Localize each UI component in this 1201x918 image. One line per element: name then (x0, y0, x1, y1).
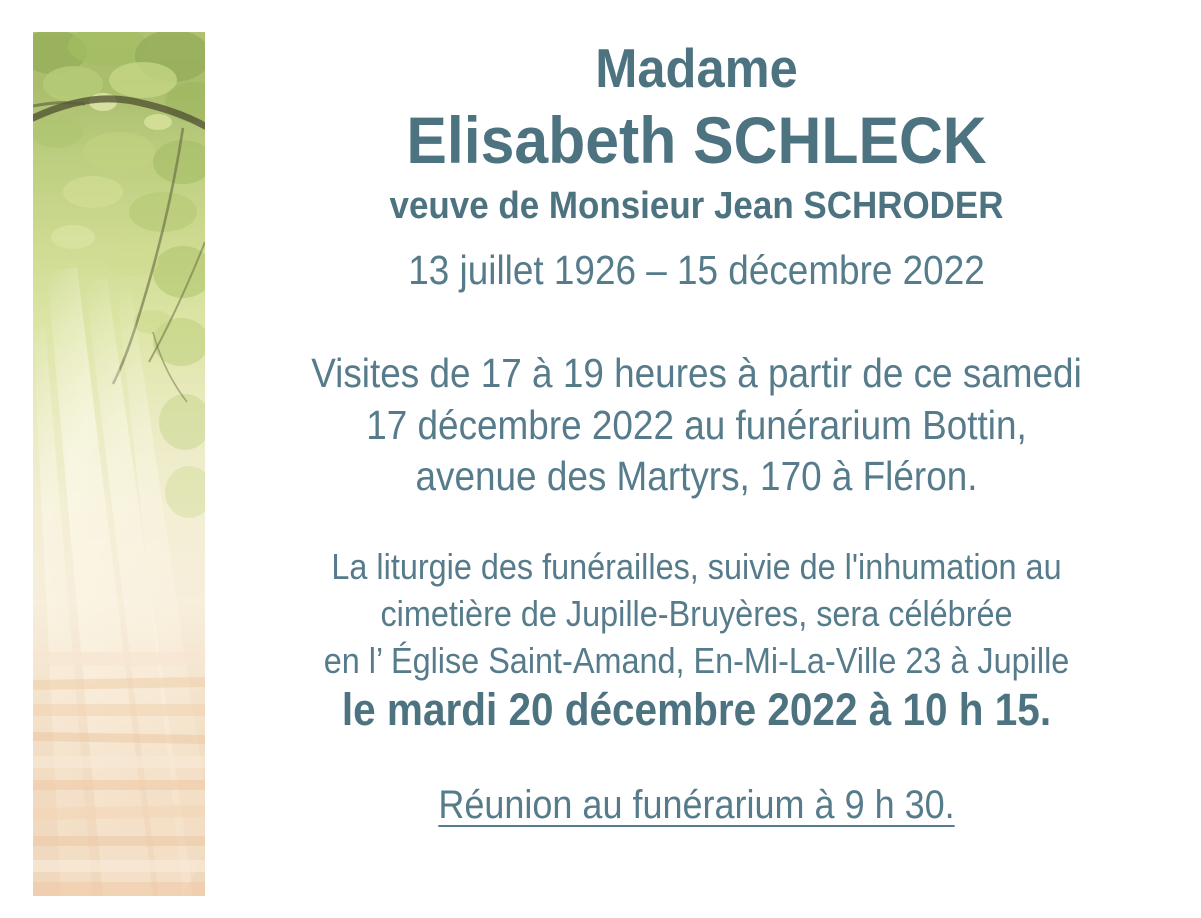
relation-line: veuve de Monsieur Jean SCHRODER (389, 184, 1004, 227)
visits-line-1: Visites de 17 à 19 heures à partir de ce samedi (311, 350, 1082, 397)
life-dates: 13 juillet 1926 – 15 décembre 2022 (408, 247, 985, 294)
forest-path-sunrays-photo (33, 32, 205, 896)
deceased-name: Elisabeth SCHLECK (406, 102, 987, 177)
visits-paragraph (192, 348, 1201, 502)
ceremony-line-1: La liturgie des funérailles, suivie de l'inhumation au (331, 546, 1062, 588)
meeting-line: Réunion au funérarium à 9 h 30. (438, 783, 955, 828)
title-prefix: Madame (595, 37, 798, 99)
notice-text-column (192, 0, 1201, 830)
ceremony-line-3: en l’ Église Saint-Amand, En-Mi-La-Ville 23 à Jupille (323, 639, 1070, 681)
ceremony-date-line: le mardi 20 décembre 2022 à 10 h 15. (341, 684, 1052, 736)
ceremony-paragraph (192, 544, 1201, 684)
visits-line-2: 17 décembre 2022 au funérarium Bottin, (366, 401, 1027, 448)
visits-line-3: avenue des Martyrs, 170 à Fléron. (415, 452, 978, 499)
ceremony-line-2: cimetière de Jupille-Bruyères, sera célébrée (380, 592, 1013, 634)
meeting-paragraph (192, 780, 1201, 830)
